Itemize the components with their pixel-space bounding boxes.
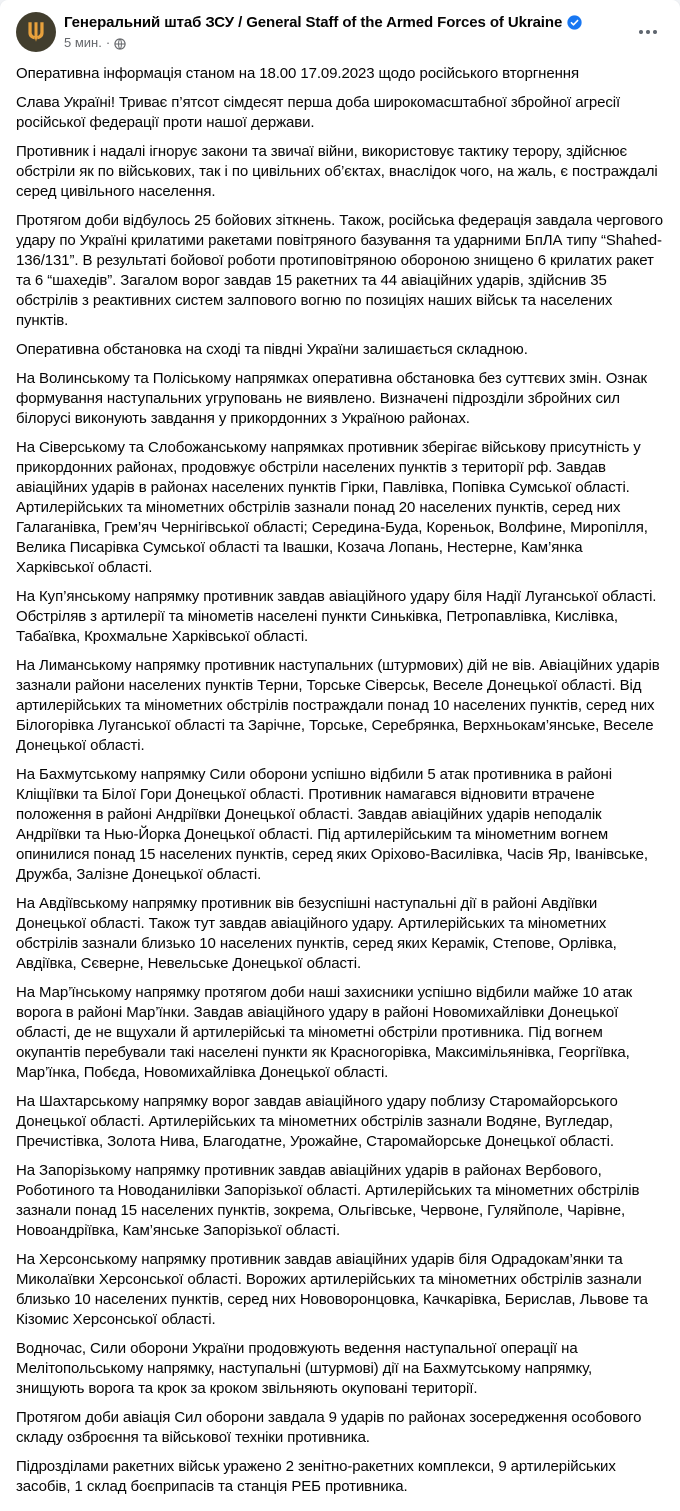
post-paragraph: На Сіверському та Слобожанському напрямках противник зберігає військову присутність у прикордонних районах, продовжує обстріли населених пунктів з території рф. Завдав авіаційних ударів в районах населених пунктів Гірки, Павлівка, Попівка Сумської області. Артилерійських та мінометних обстрілів зазнали понад 20 населених пунктів, серед них Галаганівка, Грем’яч Чернігівської області; Середина-Буда, Кореньок, Волфине, Миропілля, Велика Писарівка Сумської області та Івашки, Козача Лопань, Нестерне, Кам’янка Харківської області.: [16, 439, 648, 576]
post-header: [0, 0, 680, 52]
ukrainian-trident-emblem-icon: [23, 19, 49, 45]
post-paragraph: На Авдіївському напрямку противник вів безуспішні наступальні дії в районі Авдіївки Донецької області. Також тут завдав авіаційного удару. Артилерійських та мінометних обстрілів зазнали близько 10 населених пунктів, серед яких Керамік, Степове, Орлівка, Авдіївка, Сєверне, Невельське Донецької області.: [16, 895, 617, 972]
post-paragraph: Оперативна інформація станом на 18.00 17.09.2023 щодо російського вторгнення: [16, 65, 579, 82]
page-name-row: [64, 13, 582, 32]
post-meta-row: [64, 35, 582, 51]
verified-badge-icon: [567, 15, 582, 30]
post-text: [0, 52, 680, 1511]
post-paragraph: На Волинському та Поліському напрямках оперативна обстановка без суттєвих змін. Ознак формування наступальних угруповань не виявлено. Визначені підрозділи збройних сил білорусі виконують завдання у прикордонних з Україною районах.: [16, 370, 647, 427]
globe-public-icon: [114, 38, 126, 50]
post-paragraph: Слава Україні! Триває п’ятсот сімдесят перша доба широкомасштабної збройної агресії російської федерації проти нашої держави.: [16, 94, 621, 131]
more-options-icon: [653, 30, 657, 34]
more-options-button[interactable]: [632, 20, 664, 44]
post-paragraph: Водночас, Сили оборони України продовжують ведення наступальної операції на Мелітопольському напрямку, наступальні (штурмові) дії на Бахмутському напрямку, знищують ворога та крок за кроком звільняють окуповані території.: [16, 1340, 593, 1397]
post-paragraph: На Куп’янському напрямку противник завдав авіаційного удару біля Надії Луганської області. Обстріляв з артилерії та мінометів населені пункти Синьківка, Петропавлівка, Кислівка, Табаївка, Крохмальне Харківської області.: [16, 588, 657, 645]
post-paragraph: На Шахтарському напрямку ворог завдав авіаційного удару поблизу Старомайорського Донецької області. Артилерійських та мінометних обстрілів зазнали Водяне, Вугледар, Пречистівка, Золота Нива, Благодатне, Урожайне, Старомайорське Донецької області.: [16, 1093, 618, 1150]
header-meta: [64, 12, 582, 51]
page-avatar[interactable]: [16, 12, 56, 52]
post-paragraph: Оперативна обстановка на сході та півдні України залишається складною.: [16, 341, 528, 358]
post-paragraph: Противник і надалі ігнорує закони та звичаї війни, використовує тактику терору, здійснює обстріли як по військових, так і по цивільних об’єктах, внаслідок чого, на жаль, є постраждалі серед цивільного населення.: [16, 143, 658, 200]
post-timestamp[interactable]: 5 мин.: [64, 35, 102, 50]
post-paragraph: На Бахмутському напрямку Сили оборони успішно відбили 5 атак противника в районі Кліщіївки та Білої Гори Донецької області. Противник намагався відновити втрачене положення в районі Андріївки Донецької області. Завдав авіаційних ударів неподалік Андріївки та Нью-Йорка Донецької області. Під артилерійським та мінометним вогнем опинилися понад 15 населених пунктів, серед яких Оріхово-Василівка, Часів Яр, Іванівське, Дружба, Залізне Донецької області.: [16, 766, 648, 883]
page-name-link[interactable]: Генеральний штаб ЗСУ / General Staff of the Armed Forces of Ukraine: [64, 14, 563, 31]
more-options-icon: [639, 30, 643, 34]
meta-separator: ·: [105, 35, 111, 50]
post-paragraph: На Лиманському напрямку противник наступальних (штурмових) дій не вів. Авіаційних ударів зазнали райони населених пунктів Терни, Торське Сіверськ, Веселе Донецької області. Від артилерійських та мінометних обстрілів постраждали понад 10 населених пунктів, серед них Білогорівка Луганської області та Зарічне, Торське, Серебрянка, Верхньокам’янське, Веселе Донецької області.: [16, 657, 660, 754]
post-paragraph: Протягом доби авіація Сил оборони завдала 9 ударів по районах зосередження особового складу озброєння та військової техніки противника.: [16, 1409, 642, 1446]
post-paragraph: На Херсонському напрямку противник завдав авіаційних ударів біля Одрадокам’янки та Миколаївки Херсонської області. Ворожих артилерійських та мінометних обстрілів зазнали близько 10 населених пунктів, серед них Нововоронцовка, Качкарівка, Берислав, Львове та Кізомис Херсонської області.: [16, 1251, 648, 1328]
post-paragraph: На Запорізькому напрямку противник завдав авіаційних ударів в районах Вербового, Роботиного та Новоданилівки Запорізької області. Артилерійських та мінометних обстрілів зазнали понад 15 населених пунктів, зокрема, Ольгівське, Червоне, Гуляйполе, Чарівне, Новоандріївка, Кам’янське Запорізької області.: [16, 1162, 640, 1239]
post-paragraph: Протягом доби відбулось 25 бойових зіткнень. Також, російська федерація завдала чергового удару по Україні крилатими ракетами повітряного базування та ударними БпЛА типу “Shahed-136/131”. В результаті бойової роботи протиповітряною обороною знищено 6 крилатих ракет та 6 “шахедів”. Загалом ворог завдав 15 ракетних та 44 авіаційних ударів, здійснив 35 обстрілів з реактивних систем залпового вогню по позиціях наших військ та населених пунктів.: [16, 212, 663, 329]
more-options-icon: [646, 30, 650, 34]
post-paragraph: Підрозділами ракетних військ уражено 2 зенітно-ракетних комплекси, 9 артилерійських засобів, 1 склад боєприпасів та станція РЕБ противника.: [16, 1458, 616, 1495]
post-paragraph: На Мар’їнському напрямку протягом доби наші захисники успішно відбили майже 10 атак ворога в районі Мар’їнки. Завдав авіаційного удару в районі Новомихайлівки Донецької області, де не вщухали й артилерійські та мінометні обстріли противника. Під вогнем окупантів перебували такі населені пункти як Красногорівка, Максимільянівка, Георгіївка, Мар’їнка, Побєда, Новомихайлівка Донецької області.: [16, 984, 633, 1081]
